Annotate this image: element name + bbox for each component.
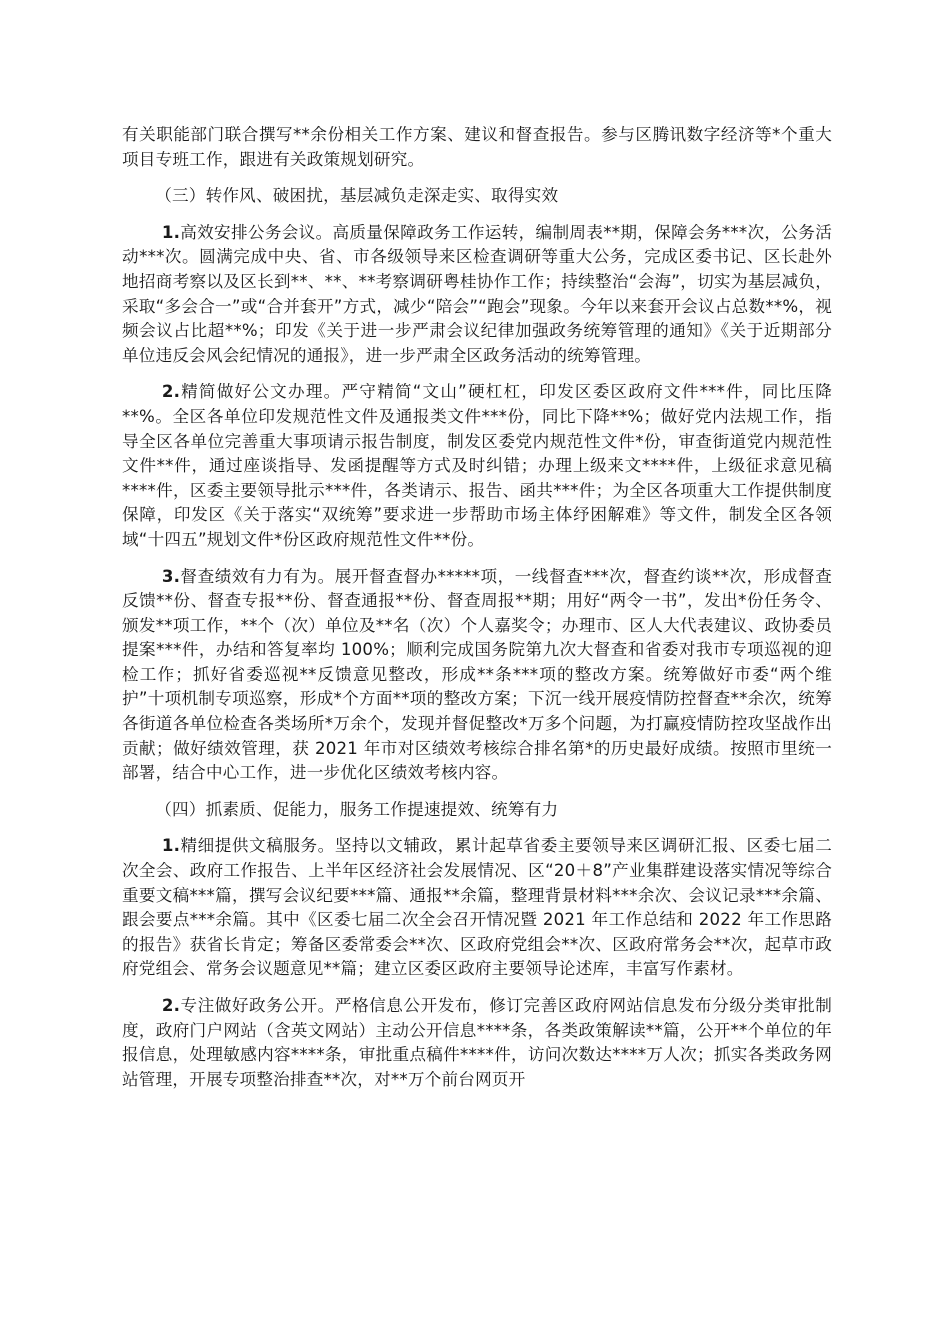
item-number: 1. <box>161 222 181 242</box>
item-number: 1. <box>161 836 181 856</box>
paragraph-continuation: 有关职能部门联合撰写**余份相关工作方案、建议和督查报告。参与区腾讯数字经济等*个重大项目专班工作，跟进有关政策规划研究。 <box>122 125 832 169</box>
section-heading-4: （四）抓素质、促能力，服务工作提速提效、统筹有力 <box>155 799 559 819</box>
item-text: 精简做好公文办理。严守精简“文山”硬杠杠，印发区委区政府文件***件，同比压降**%。全区各单位印发规范性文件及通报类文件***份，同比下降**%；做好党内法规工作，指导全区各单位完善重大事项请示报告制度，制发区委党内规范性文件*份，审查街道党内规范性文件**件，通过座谈指导、发函提醒等方式及时纠错；办理上级来文****件，上级征求意见稿****件，区委主要领导批示***件，各类请示、报告、函共***件；为全区各项重大工作提供制度保障，印发区《关于落实“双统筹”要求进一步帮助市场主体纾困解难》等文件，制发全区各领域“十四五”规划文件*份区政府规范性文件**份。 <box>122 382 832 549</box>
section-heading-3: （三）转作风、破困扰，基层减负走深走实、取得实效 <box>155 186 559 206</box>
item-text: 督查绩效有力有为。展开督查督办*****项，一线督查***次，督查约谈**次，形成督查反馈**份、督查专报**份、督查通报**份、督查周报**期；用好“两令一书”，发出*份任务令、颁发**项工作，**个（次）单位及**名（次）个人嘉奖令；办理市、区人大代表建议、政协委员提案***件，办结和答复率均 100%；顺利完成国务院第九次大督查和省委对我市专项巡视的迎检工作；抓好省委巡视**反馈意见整改，形成**条***项的整改方案。统筹做好市委“两个维护”十项机制专项巡察，形成*个方面**项的整改方案；下沉一线开展疫情防控督查**余次，统筹各街道各单位检查各类场所*万余个，发现并督促整改*万多个问题，为打赢疫情防控攻坚战作出贡献；做好绩效管理，获 2021 年市对区绩效考核综合排名第*的历史最好成绩。按照市里统一部署，结合中心工作，进一步优化区绩效考核内容。 <box>122 566 832 783</box>
item-paragraph <box>122 834 832 982</box>
item-paragraph <box>122 380 832 552</box>
item-text: 高效安排公务会议。高质量保障政务工作运转，编制周表**期，保障会务***次，公务活动***次。圆满完成中央、省、市各级领导来区检查调研等重大公务，完成区委书记、区长赴外地招商考察以及区长到**、**、**考察调研粤桂协作工作；持续整治“会海”，切实为基层减负，采取“多会合一”或“合并套开”方式，减少“陪会”“跑会”现象。今年以来套开会议占总数**%，视频会议占比超**%；印发《关于进一步严肃会议纪律加强政务统筹管理的通知》《关于近期部分单位违反会风会纪情况的通报》，进一步严肃全区政务活动的统筹管理。 <box>122 222 832 365</box>
item-text: 专注做好政务公开。严格信息公开发布，修订完善区政府网站信息发布分级分类审批制度，政府门户网站（含英文网站）主动公开信息****条，各类政策解读**篇，公开**个单位的年报信息，处理敏感内容****条，审批重点稿件****件，访问次数达****万人次；抓实各类政务网站管理，开展专项整治排查**次，对**万个前台网页开 <box>122 996 832 1089</box>
item-paragraph <box>122 994 832 1092</box>
item-number: 2. <box>161 382 181 402</box>
item-number: 3. <box>161 566 181 586</box>
item-paragraph <box>122 221 832 369</box>
item-paragraph <box>122 565 832 786</box>
document-page <box>122 123 832 1092</box>
item-text: 精细提供文稿服务。坚持以文辅政，累计起草省委主要领导来区调研汇报、区委七届二次全会、政府工作报告、上半年区经济社会发展情况、区“20＋8”产业集群建设落实情况等综合重要文稿***篇，撰写会议纪要***篇、通报**余篇，整理背景材料***余次、会议记录***余篇、跟会要点***余篇。其中《区委七届二次全会召开情况暨 2021 年工作总结和 2022 年工作思路的报告》获省长肯定；筹备区委常委会**次、区政府党组会**次、区政府常务会**次，起草市政府党组会、常务会议题意见**篇；建立区委区政府主要领导论述库，丰富写作素材。 <box>122 836 832 979</box>
item-number: 2. <box>161 996 181 1015</box>
